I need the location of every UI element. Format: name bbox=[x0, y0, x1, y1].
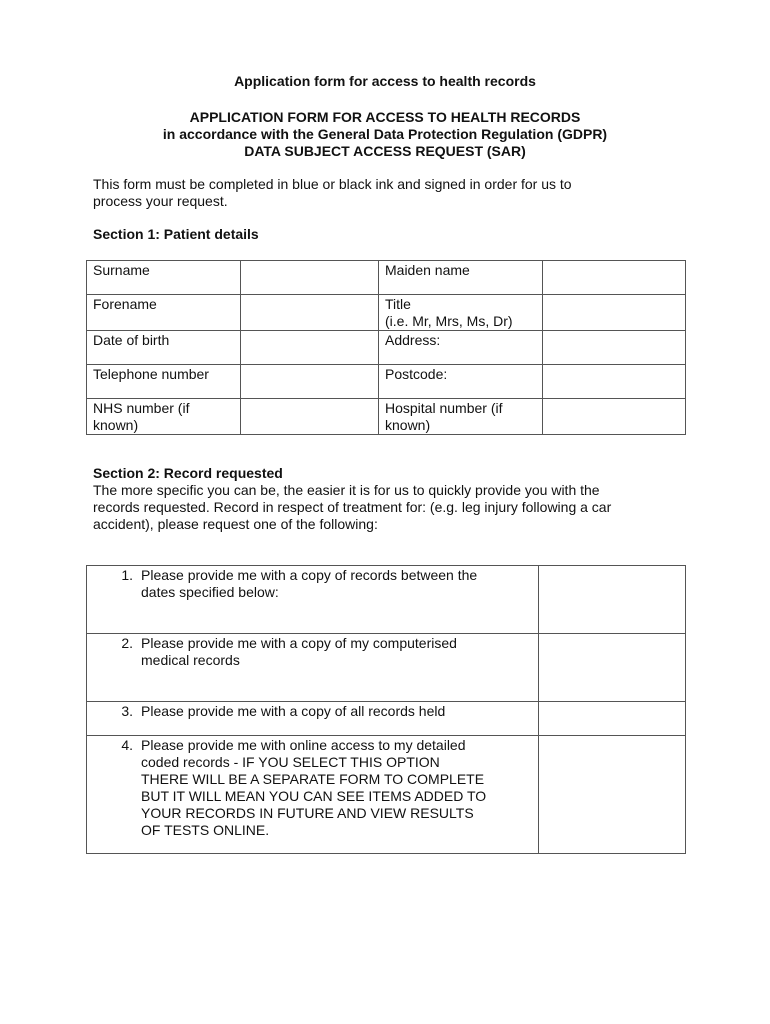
forename-label: Forename bbox=[87, 295, 241, 331]
option-4 bbox=[87, 736, 539, 854]
option-4-line-6: OF TESTS ONLINE. bbox=[141, 822, 270, 838]
intro-line-2: process your request. bbox=[93, 193, 228, 209]
surname-field[interactable] bbox=[241, 261, 379, 295]
table-row bbox=[87, 702, 686, 736]
section1-title: Section 1: Patient details bbox=[93, 226, 259, 242]
option-1 bbox=[87, 566, 539, 634]
surname-label: Surname bbox=[87, 261, 241, 295]
heading-line-2: in accordance with the General Data Protection Regulation (GDPR) bbox=[162, 126, 608, 142]
maiden-name-field[interactable] bbox=[543, 261, 686, 295]
section2-line-1: The more specific you can be, the easier it is for us to quickly provide you with the bbox=[93, 482, 600, 498]
option-2-line-1: Please provide me with a copy of my computerised bbox=[141, 635, 457, 651]
nhs-number-label-line-2: known) bbox=[93, 417, 139, 433]
title-label bbox=[379, 295, 543, 331]
address-label: Address: bbox=[379, 331, 543, 365]
option-1-selection-box[interactable] bbox=[539, 566, 686, 634]
hospital-number-label-line-1: Hospital number (if bbox=[385, 400, 503, 416]
table-row bbox=[87, 331, 686, 365]
section2-title: Section 2: Record requested bbox=[93, 465, 283, 481]
maiden-name-label: Maiden name bbox=[379, 261, 543, 295]
postcode-label: Postcode: bbox=[379, 365, 543, 399]
title-label-line-1: Title bbox=[385, 296, 411, 312]
telephone-number-label: Telephone number bbox=[87, 365, 241, 399]
option-2-number: 2. bbox=[121, 635, 133, 651]
heading-line-1: APPLICATION FORM FOR ACCESS TO HEALTH RECORDS bbox=[189, 109, 581, 125]
patient-details-table bbox=[86, 260, 686, 435]
option-4-number: 4. bbox=[121, 737, 133, 753]
title-label-line-2: (i.e. Mr, Mrs, Ms, Dr) bbox=[385, 313, 513, 329]
date-of-birth-field[interactable] bbox=[241, 331, 379, 365]
option-3 bbox=[87, 702, 539, 736]
postcode-field[interactable] bbox=[543, 365, 686, 399]
section2-description bbox=[93, 482, 683, 533]
forename-field[interactable] bbox=[241, 295, 379, 331]
record-request-table bbox=[86, 565, 686, 854]
intro-line-1: This form must be completed in blue or black ink and signed in order for us to bbox=[93, 176, 572, 192]
option-3-line-1: Please provide me with a copy of all records held bbox=[141, 703, 446, 719]
hospital-number-field[interactable] bbox=[543, 399, 686, 435]
nhs-number-field[interactable] bbox=[241, 399, 379, 435]
option-4-line-2: coded records - IF YOU SELECT THIS OPTION bbox=[141, 754, 440, 770]
address-field[interactable] bbox=[543, 331, 686, 365]
heading-line-3: DATA SUBJECT ACCESS REQUEST (SAR) bbox=[244, 143, 526, 159]
option-4-line-5: YOUR RECORDS IN FUTURE AND VIEW RESULTS bbox=[141, 805, 474, 821]
intro-text bbox=[93, 176, 683, 210]
option-4-text bbox=[141, 737, 532, 839]
option-2-selection-box[interactable] bbox=[539, 634, 686, 702]
option-3-number: 3. bbox=[121, 703, 133, 719]
table-row bbox=[87, 365, 686, 399]
option-1-line-1: Please provide me with a copy of records between the bbox=[141, 567, 478, 583]
nhs-number-label-line-1: NHS number (if bbox=[93, 400, 190, 416]
option-3-selection-box[interactable] bbox=[539, 702, 686, 736]
table-row bbox=[87, 634, 686, 702]
option-1-line-2: dates specified below: bbox=[141, 584, 279, 600]
nhs-number-label bbox=[87, 399, 241, 435]
option-4-line-1: Please provide me with online access to my detailed bbox=[141, 737, 466, 753]
option-1-text bbox=[141, 567, 532, 601]
option-2 bbox=[87, 634, 539, 702]
option-4-selection-box[interactable] bbox=[539, 736, 686, 854]
table-row bbox=[87, 736, 686, 854]
option-2-line-2: medical records bbox=[141, 652, 240, 668]
option-3-text bbox=[141, 703, 532, 720]
option-4-line-3: THERE WILL BE A SEPARATE FORM TO COMPLETE bbox=[141, 771, 485, 787]
section2-line-3: accident), please request one of the following: bbox=[93, 516, 378, 532]
telephone-number-field[interactable] bbox=[241, 365, 379, 399]
hospital-number-label bbox=[379, 399, 543, 435]
hospital-number-label-line-2: known) bbox=[385, 417, 431, 433]
table-row bbox=[87, 295, 686, 331]
section2-line-2: records requested. Record in respect of treatment for: (e.g. leg injury following a car bbox=[93, 499, 612, 515]
option-4-line-4: BUT IT WILL MEAN YOU CAN SEE ITEMS ADDED TO bbox=[141, 788, 487, 804]
table-row bbox=[87, 261, 686, 295]
table-row bbox=[87, 399, 686, 435]
option-1-number: 1. bbox=[121, 567, 133, 583]
form-heading bbox=[0, 109, 770, 160]
option-2-text bbox=[141, 635, 532, 669]
date-of-birth-label: Date of birth bbox=[87, 331, 241, 365]
document-title: Application form for access to health records bbox=[234, 73, 536, 89]
title-field[interactable] bbox=[543, 295, 686, 331]
table-row bbox=[87, 566, 686, 634]
